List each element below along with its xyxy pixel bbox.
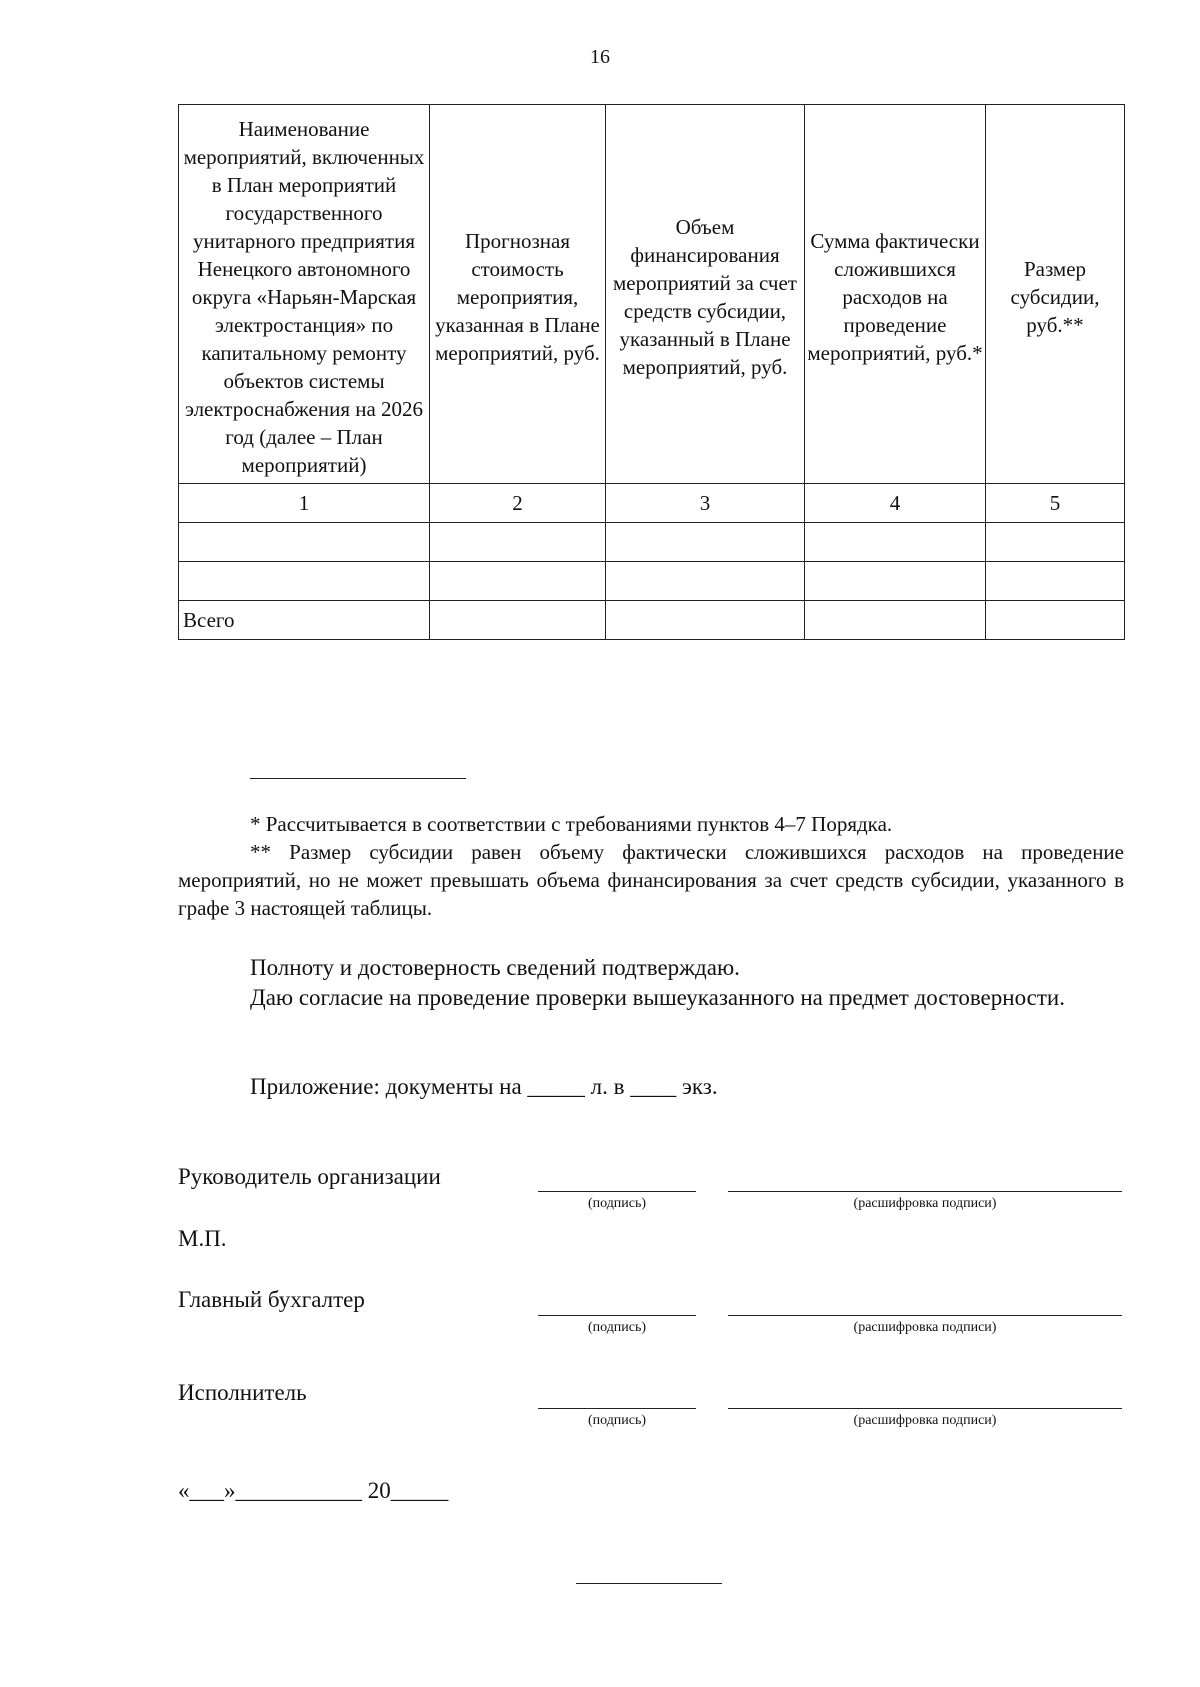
footnote-1: * Рассчитывается в соответствии с требованиями пунктов 4–7 Порядка. [250,812,893,836]
table-cell[interactable] [606,562,805,601]
report-table [178,104,1125,640]
confirm-statement: Полноту и достоверность сведений подтверждаю. [250,955,740,980]
column-number: 5 [986,484,1125,523]
consent-statement: Даю согласие на проведение проверки вышеуказанного на предмет достоверности. [250,985,1065,1010]
column-number: 2 [430,484,606,523]
table-cell[interactable] [430,562,606,601]
table-cell[interactable] [986,523,1125,562]
column-number: 1 [179,484,430,523]
column-number: 3 [606,484,805,523]
header-event-name: Наименование мероприятий, включенных в План мероприятий государственного унитарного предприятия Ненецкого автономного округа «Нарьян-Марская электростанция» по капитальному ремонту объектов системы электроснабжения на 2026 год (далее – План мероприятий) [179,105,430,484]
header-forecast-cost: Прогнозная стоимость мероприятия, указанная в Плане мероприятий, руб. [430,105,606,484]
header-financing-volume: Объем финансирования мероприятий за счет средств субсидии, указанный в Плане мероприятий, руб. [606,105,805,484]
table-cell[interactable] [606,523,805,562]
stamp-label: М.П. [178,1226,227,1251]
signature-field-accountant[interactable] [538,1315,696,1316]
signature-caption: (подпись) [587,1320,647,1335]
table-cell[interactable] [179,523,430,562]
table-row [179,562,1125,601]
signature-label-executor: Исполнитель [178,1380,307,1405]
signature-decode-caption: (расшифровка подписи) [853,1320,997,1335]
signature-decode-caption: (расшифровка подписи) [853,1196,997,1211]
header-actual-expenses: Сумма фактически сложившихся расходов на проведение мероприятий, руб.* [805,105,986,484]
end-of-page-rule [576,1583,722,1584]
signature-field-executor[interactable] [538,1408,696,1409]
signature-decode-caption: (расшифровка подписи) [853,1413,997,1428]
column-number-row [179,484,1125,523]
table-cell[interactable] [179,562,430,601]
signature-field-head[interactable] [538,1191,696,1192]
signature-decode-field-executor[interactable] [728,1408,1122,1409]
signature-caption: (подпись) [587,1196,647,1211]
table-cell[interactable] [805,523,986,562]
table-cell[interactable] [805,601,986,640]
table-cell[interactable] [430,601,606,640]
attachment-line: Приложение: документы на _____ л. в ____ экз. [250,1074,718,1099]
table-cell[interactable] [986,562,1125,601]
footnote-separator [250,778,466,779]
table-header-row [179,105,1125,484]
total-row [179,601,1125,640]
table-cell[interactable] [805,562,986,601]
signature-label-head: Руководитель организации [178,1164,441,1189]
header-subsidy-amount: Размер субсидии, руб.** [986,105,1125,484]
signature-label-accountant: Главный бухгалтер [178,1287,365,1312]
total-label: Всего [179,601,430,640]
footnote-2: ** Размер субсидии равен объему фактически сложившихся расходов на проведение мероприятий, но не может превышать объема финансирования за счет средств субсидии, указанного в графе 3 настоящей таблицы. [178,840,1124,920]
signature-decode-field-head[interactable] [728,1191,1122,1192]
table-cell[interactable] [430,523,606,562]
column-number: 4 [805,484,986,523]
signature-decode-field-accountant[interactable] [728,1315,1122,1316]
date-line[interactable]: «___»___________ 20_____ [178,1478,449,1503]
table-cell[interactable] [606,601,805,640]
page-number: 16 [590,46,610,68]
signature-caption: (подпись) [587,1413,647,1428]
table-cell[interactable] [986,601,1125,640]
table-row [179,523,1125,562]
